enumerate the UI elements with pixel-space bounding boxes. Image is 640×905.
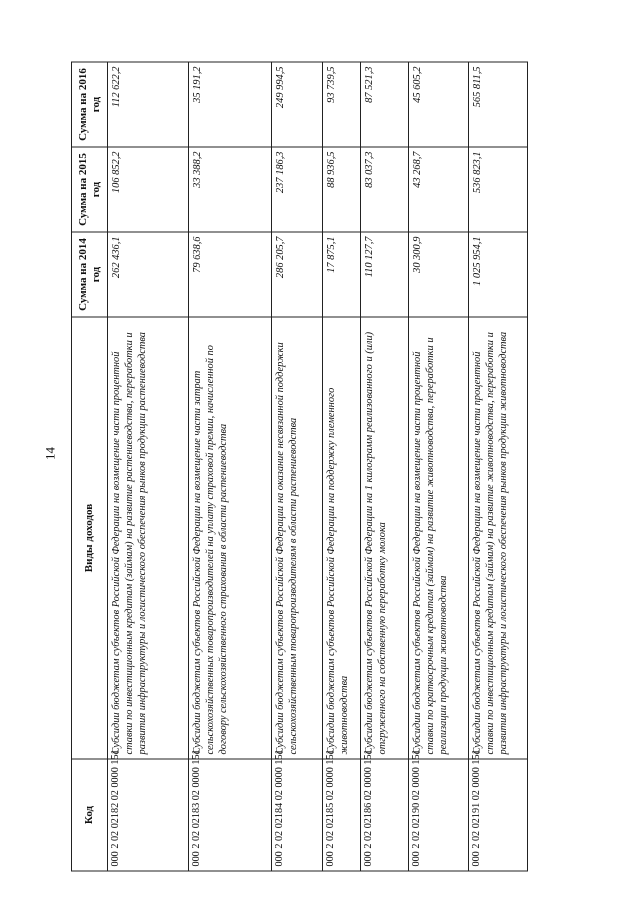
cell-income-type: Субсидии бюджетам субъектов Российской Федерации на 1 килограмм реализованного и (или) отгруженного на собственную переработку молока (361, 317, 409, 759)
cell-sum-2015: 237 186,3 (272, 147, 323, 232)
table-row (469, 62, 528, 871)
table-row (409, 62, 469, 871)
table-row (189, 62, 272, 871)
cell-sum-2014: 17 875,1 (323, 232, 361, 317)
header-sum-2015: Сумма на 2015 год (72, 147, 108, 232)
page-number: 14 (42, 447, 58, 460)
cell-sum-2015: 33 388,2 (189, 147, 272, 232)
cell-code: 000 2 02 02184 02 0000 151 (272, 759, 323, 871)
cell-sum-2014: 1 025 954,1 (469, 232, 528, 317)
cell-income-type: Субсидии бюджетам субъектов Российской Федерации на возмещение части процентной ставки по инвестиционным кредитам (займам) на развитие растениеводства, переработки и развития инфраструктуры и логистического обеспечения рынков продукции растениеводства (108, 317, 189, 759)
table-row (323, 62, 361, 871)
header-sum-2016: Сумма на 2016 год (72, 62, 108, 147)
cell-sum-2015: 536 823,1 (469, 147, 528, 232)
cell-sum-2015: 83 037,3 (361, 147, 409, 232)
cell-income-type: Субсидии бюджетам субъектов Российской Федерации на оказание несвязанной поддержки сельскохозяйственным товаропроизводителям в области растениеводства (272, 317, 323, 759)
cell-income-type: Субсидии бюджетам субъектов Российской Федерации на поддержку племенного животноводства (323, 317, 361, 759)
table-row (361, 62, 409, 871)
table-header-row (72, 62, 108, 871)
header-income-type: Виды доходов (72, 317, 108, 759)
cell-code: 000 2 02 02191 02 0000 151 (469, 759, 528, 871)
cell-code: 000 2 02 02182 02 0000 151 (108, 759, 189, 871)
cell-sum-2014: 286 205,7 (272, 232, 323, 317)
cell-sum-2016: 35 191,2 (189, 62, 272, 147)
income-table (71, 62, 528, 872)
cell-sum-2014: 110 127,7 (361, 232, 409, 317)
cell-code: 000 2 02 02185 02 0000 151 (323, 759, 361, 871)
cell-code: 000 2 02 02190 02 0000 151 (409, 759, 469, 871)
header-code: Код (72, 759, 108, 871)
cell-code: 000 2 02 02183 02 0000 151 (189, 759, 272, 871)
cell-sum-2016: 565 811,5 (469, 62, 528, 147)
cell-income-type: Субсидии бюджетам субъектов Российской Федерации на возмещение части затрат сельскохозяйственных товаропроизводителей на уплату страховой премии, начисленной по договору сельскохозяйственного страхования в области растениеводства (189, 317, 272, 759)
table-row (272, 62, 323, 871)
cell-sum-2015: 106 852,2 (108, 147, 189, 232)
cell-income-type: Субсидии бюджетам субъектов Российской Федерации на возмещение части процентной ставки по инвестиционным кредитам (займам) на развитие животноводства, переработки и развития инфраструктуры и логистического обеспечения рынков продукции животноводства (469, 317, 528, 759)
cell-sum-2014: 30 300,9 (409, 232, 469, 317)
cell-sum-2016: 249 994,5 (272, 62, 323, 147)
header-sum-2014: Сумма на 2014 год (72, 232, 108, 317)
cell-sum-2016: 45 605,2 (409, 62, 469, 147)
income-table-wrapper (71, 63, 527, 872)
cell-income-type: Субсидии бюджетам субъектов Российской Федерации на возмещение части процентной ставки по краткосрочным кредитам (займам) на развитие животноводства, переработки и реализации продукции животноводства (409, 317, 469, 759)
cell-sum-2015: 88 936,5 (323, 147, 361, 232)
cell-code: 000 2 02 02186 02 0000 151 (361, 759, 409, 871)
cell-sum-2014: 79 638,6 (189, 232, 272, 317)
cell-sum-2014: 262 436,1 (108, 232, 189, 317)
cell-sum-2016: 112 622,2 (108, 62, 189, 147)
table-row (108, 62, 189, 871)
cell-sum-2015: 43 268,7 (409, 147, 469, 232)
cell-sum-2016: 93 739,5 (323, 62, 361, 147)
cell-sum-2016: 87 521,3 (361, 62, 409, 147)
